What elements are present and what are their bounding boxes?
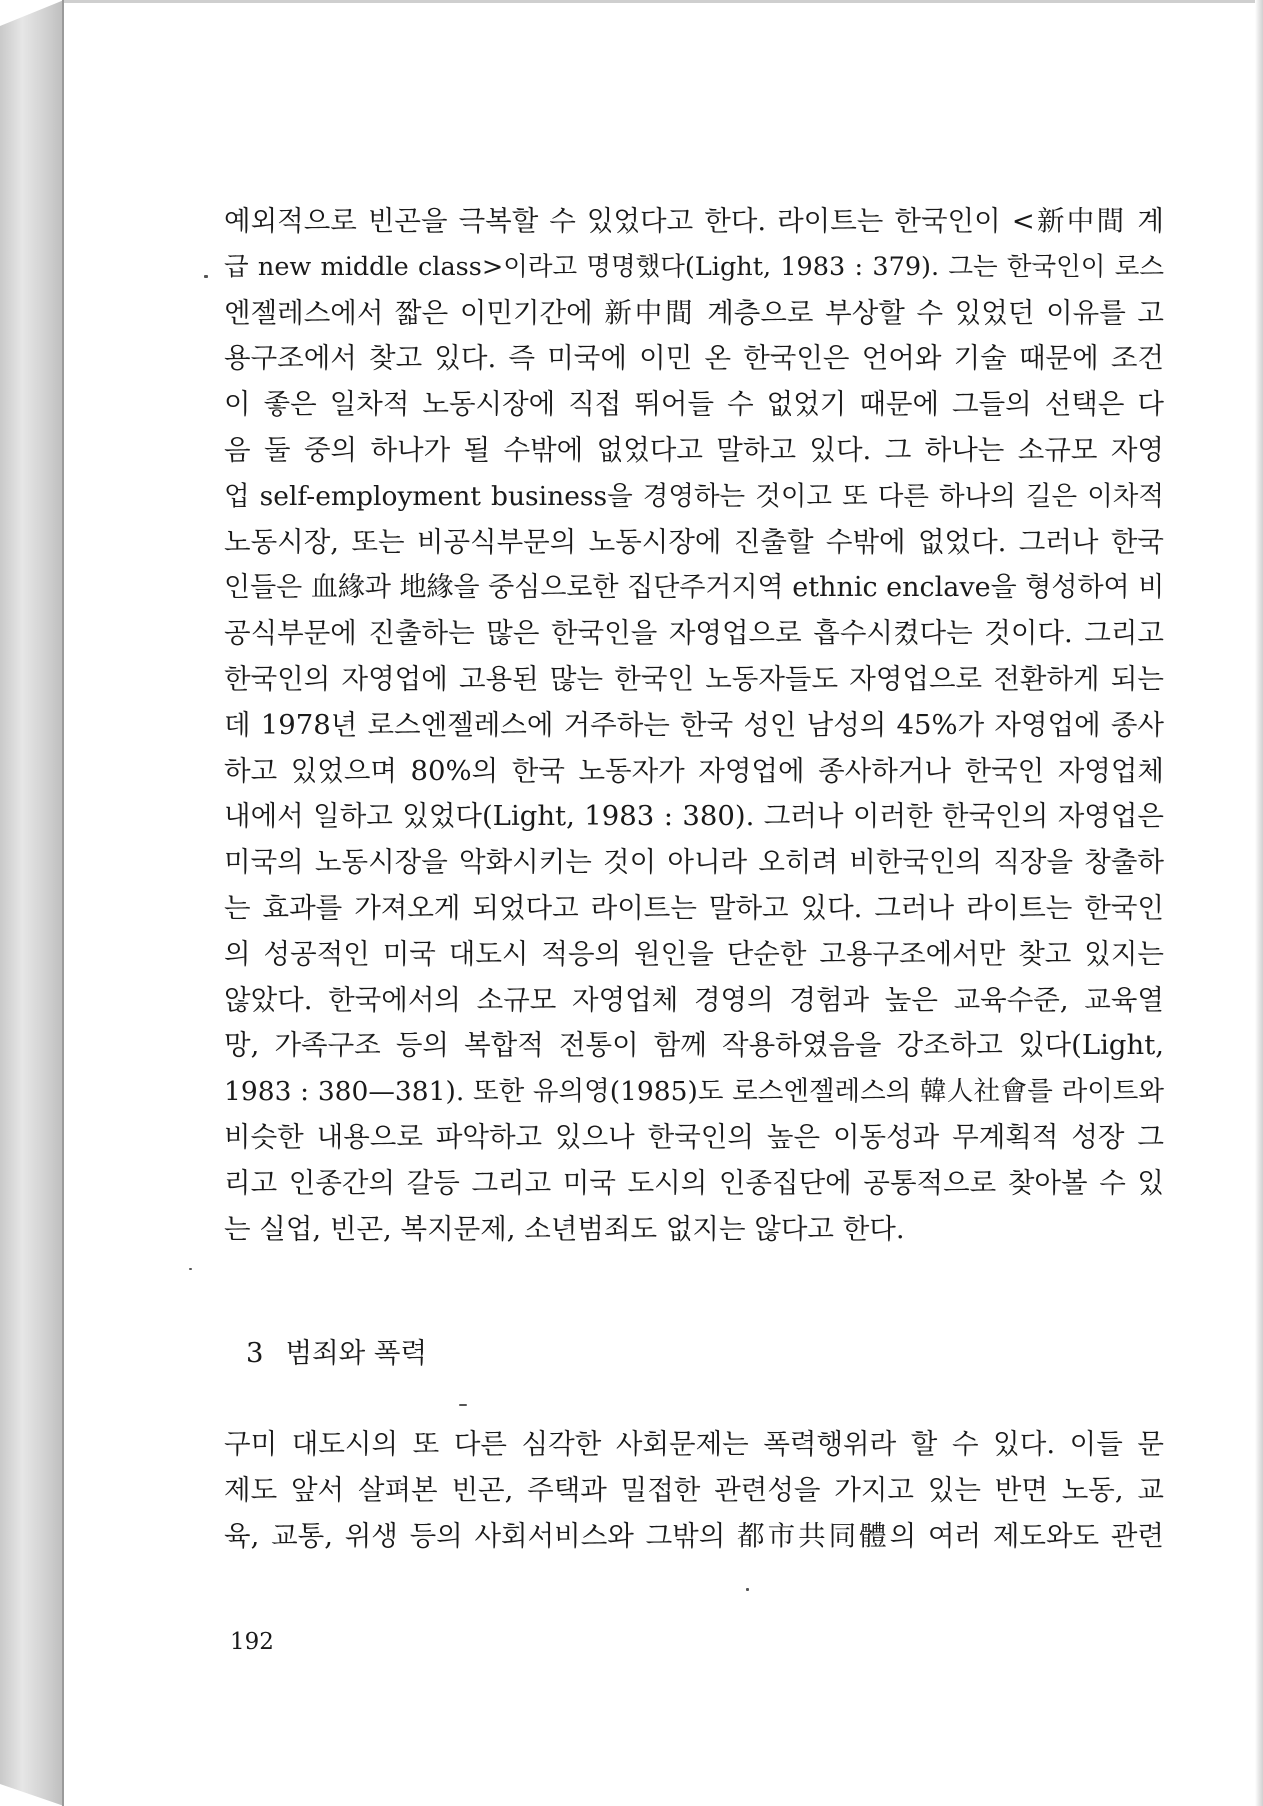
body-line: 내에서 일하고 있었다(Light, 1983 : 380). 그러나 이러한 한국인의 자영업은 [224, 800, 1164, 833]
section-line: 제도 앞서 살펴본 빈곤, 주택과 밀접한 관련성을 가지고 있는 반면 노동, 교 [224, 1473, 1164, 1506]
body-line: 용구조에서 찾고 있다. 즉 미국에 이민 온 한국인은 언어와 기술 때문에 조건 [224, 342, 1164, 375]
book-spine [0, 0, 64, 1806]
page-number: 192 [230, 1629, 274, 1655]
scan-speck [189, 1268, 192, 1270]
scan-speck [746, 1588, 749, 1591]
body-line: 는 효과를 가져오게 되었다고 라이트는 말하고 있다. 그러나 라이트는 한국인 [224, 891, 1164, 924]
body-line: 인들은 血緣과 地緣을 중심으로한 집단주거지역 ethnic enclave을 형성하여 비 [224, 572, 1165, 604]
section-line: 육, 교통, 위생 등의 사회서비스와 그밖의 都市共同體의 여러 제도와도 관련 [224, 1519, 1164, 1552]
body-line: 비슷한 내용으로 파악하고 있으나 한국인의 높은 이동성과 무계획적 성장 그 [224, 1120, 1164, 1153]
body-line: 음 둘 중의 하나가 될 수밖에 없었다고 말하고 있다. 그 하나는 소규모 자영 [224, 433, 1164, 466]
body-line: 업 self-employment business을 경영하는 것이고 또 다른 하나의 길은 이차적 [224, 480, 1164, 512]
page-right-edge [1255, 0, 1263, 1806]
body-line: 엔젤레스에서 짧은 이민기간에 新中間 계층으로 부상할 수 있었던 이유를 고 [224, 296, 1164, 329]
section-number: 3 [246, 1337, 264, 1369]
body-line: 의 성공적인 미국 대도시 적응의 원인을 단순한 고용구조에서만 찾고 있지는 [224, 937, 1164, 970]
body-line: 하고 있었으며 80%의 한국 노동자가 자영업에 종사하거나 한국인 자영업체 [224, 754, 1164, 787]
body-line: 공식부문에 진출하는 많은 한국인을 자영업으로 흡수시켰다는 것이다. 그리고 [224, 617, 1164, 650]
body-line: 노동시장, 또는 비공식부문의 노동시장에 진출할 수밖에 없었다. 그러나 한국 [224, 525, 1164, 558]
body-line: 미국의 노동시장을 악화시키는 것이 아니라 오히려 비한국인의 직장을 창출하 [224, 846, 1164, 879]
body-line: 이 좋은 일차적 노동시장에 직접 뛰어들 수 없었기 때문에 그들의 선택은 다 [224, 388, 1164, 421]
body-line: 1983 : 380—381). 또한 유의영(1985)도 로스엔젤레스의 韓人社會를 라이트와 [224, 1076, 1164, 1108]
body-paragraph [224, 199, 1164, 1252]
section-heading [246, 1333, 427, 1373]
page [64, 3, 1255, 1803]
body-line: 망, 가족구조 등의 복합적 전통이 함께 작용하였음을 강조하고 있다(Light, [224, 1029, 1164, 1062]
body-line: 급 new middle class>이라고 명명했다(Light, 1983 : 379). 그는 한국인이 로스 [224, 251, 1164, 282]
scan-speck [204, 275, 208, 278]
scan-speck [459, 1404, 467, 1406]
body-line: 리고 인종간의 갈등 그리고 미국 도시의 인종집단에 공통적으로 찾아볼 수 있 [224, 1166, 1164, 1199]
body-line: 한국인의 자영업에 고용된 많는 한국인 노동자들도 자영업으로 전환하게 되는 [224, 662, 1164, 695]
body-line: 예외적으로 빈곤을 극복할 수 있었다고 한다. 라이트는 한국인이 <新中間 계 [224, 205, 1164, 237]
section-paragraph [224, 1422, 1164, 1559]
body-line: 데 1978년 로스엔젤레스에 거주하는 한국 성인 남성의 45%가 자영업에 종사 [224, 708, 1164, 741]
section-title: 범죄와 폭력 [285, 1337, 428, 1369]
body-line: 는 실업, 빈곤, 복지문제, 소년범죄도 없지는 않다고 한다. [224, 1212, 905, 1245]
section-line: 구미 대도시의 또 다른 심각한 사회문제는 폭력행위라 할 수 있다. 이들 문 [224, 1428, 1164, 1460]
body-line: 않았다. 한국에서의 소규모 자영업체 경영의 경험과 높은 교육수준, 교육열 [224, 983, 1164, 1016]
